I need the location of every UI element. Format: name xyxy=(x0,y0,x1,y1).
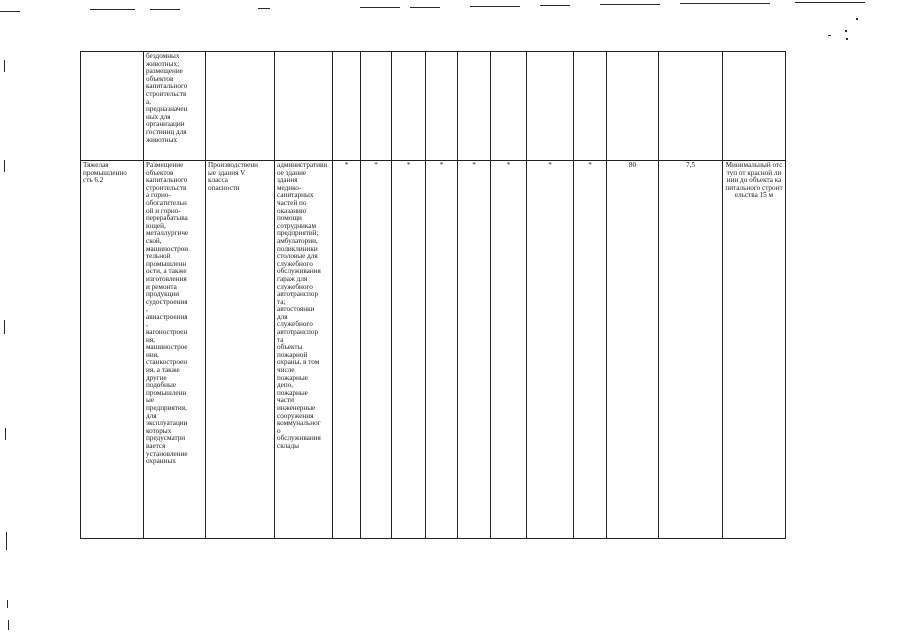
heavy-industry-row xyxy=(81,161,786,539)
parameter-mark: * xyxy=(333,161,361,539)
parameter-cell xyxy=(333,52,361,161)
scan-edge-mark xyxy=(258,8,270,9)
parameter-mark: * xyxy=(491,161,527,539)
scan-edge-mark xyxy=(828,35,831,36)
scan-edge-mark xyxy=(150,9,180,10)
parameter-cell xyxy=(458,52,491,161)
parameter-cell xyxy=(527,52,574,161)
permitted-use-cell: бездомных животных; размещение объектов капитального строительств а, предназначен ных для организации гостиниц для животных xyxy=(144,52,206,161)
parameter-mark: * xyxy=(426,161,458,539)
restriction-cell xyxy=(206,52,275,161)
coefficient-value: 7,5 xyxy=(659,161,723,539)
scan-edge-mark xyxy=(6,532,7,550)
scan-edge-mark xyxy=(410,7,440,8)
scan-edge-mark xyxy=(845,30,847,32)
note-cell xyxy=(723,52,786,161)
scan-edge-mark xyxy=(5,428,6,440)
parameter-mark: * xyxy=(574,161,607,539)
coefficient-cell xyxy=(659,52,723,161)
max-height-cell xyxy=(607,52,659,161)
scan-edge-mark xyxy=(540,5,570,6)
scan-edge-mark xyxy=(856,18,858,20)
continuation-row xyxy=(81,52,786,161)
scan-edge-mark xyxy=(90,9,135,10)
scan-edge-mark xyxy=(7,600,8,608)
parameter-cell xyxy=(392,52,426,161)
zoning-regulations-table xyxy=(80,51,786,539)
parameter-mark: * xyxy=(527,161,574,539)
scan-edge-mark xyxy=(4,160,5,172)
scan-edge-mark xyxy=(0,11,20,12)
scan-edge-mark xyxy=(600,4,660,5)
scan-edge-mark xyxy=(846,38,848,40)
max-height-value: 80 xyxy=(607,161,659,539)
scan-edge-mark xyxy=(4,60,5,72)
zone-name-cell: Тяжелая промышленно сть 6.2 xyxy=(81,161,144,539)
accessory-uses-cell xyxy=(275,52,333,161)
scan-edge-mark xyxy=(795,2,865,3)
parameter-cell xyxy=(361,52,392,161)
setback-note: Минимальный отступ от красной линии до объекта капитального строительства 15 м xyxy=(723,161,786,539)
scan-edge-mark xyxy=(8,620,9,630)
parameter-cell xyxy=(574,52,607,161)
scan-edge-mark xyxy=(470,6,520,7)
scan-edge-mark xyxy=(680,3,770,4)
scan-edge-mark xyxy=(4,320,5,334)
scan-edge-mark xyxy=(360,7,400,8)
parameter-mark: * xyxy=(361,161,392,539)
accessory-uses-cell: административное здание здания медико- санитарных частей по оказанию помощи сотрудникам предприятий; амбулатории, поликлиники столовые для служебного обслуживания гараж для служебного автотранспор та; автостоянки для служебного автотранспор та объекты пожарной охраны, в том числе пожарные депо, пожарные части инженерные сооружения коммунальног о обслуживания склады xyxy=(275,161,333,539)
restriction-cell: Производственн ые здания V класса опасности xyxy=(206,161,275,539)
permitted-use-cell: Размещение объектов капитального строительств а горно- обогатительн ой и горно- перерабатыва ющей, металлургиче ской, машинострои тельной промышленн ости, а также изготовления и ремонта продукции судостроения , авиастроения , вагоностроен ия, машиностроe ния, станкостроен ия, а также другие подобные промышленн ые предприятия, для эксплуатации которых предусматри вается установление охранных xyxy=(144,161,206,539)
parameter-cell xyxy=(426,52,458,161)
parameter-mark: * xyxy=(458,161,491,539)
parameter-cell xyxy=(491,52,527,161)
parameter-mark: * xyxy=(392,161,426,539)
zone-name-cell xyxy=(81,52,144,161)
